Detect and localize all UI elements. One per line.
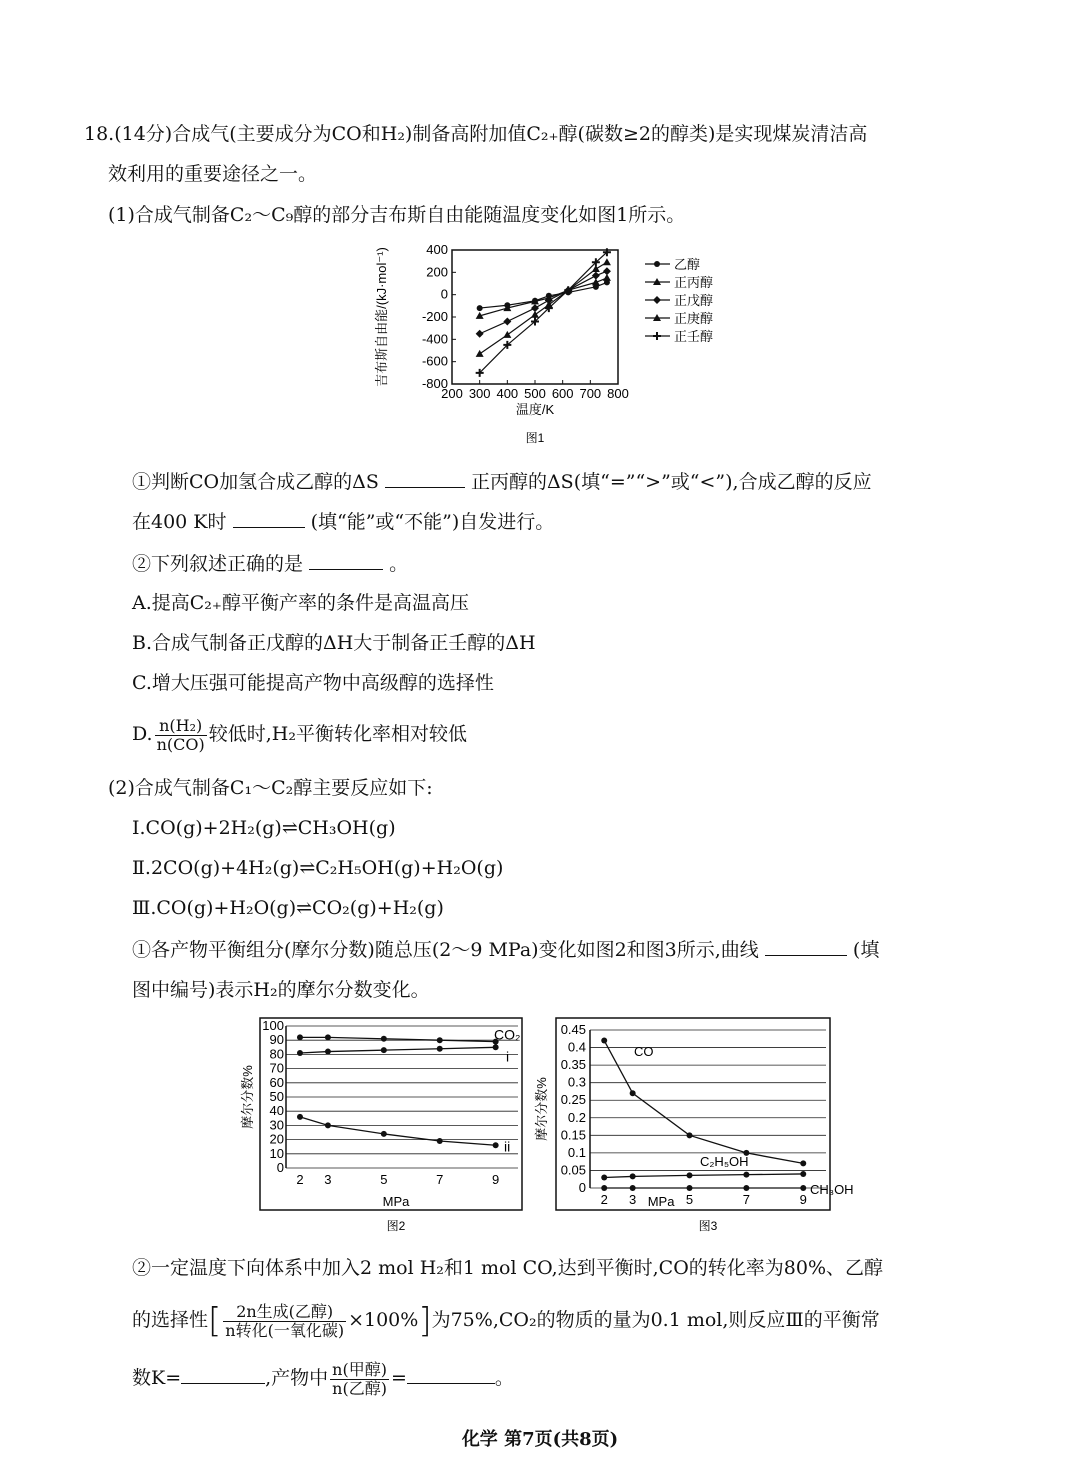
fig1-series-line	[480, 252, 607, 373]
fig1-ytick-label: -400	[421, 331, 448, 347]
fig1-xtick-label: 600	[551, 386, 574, 401]
fig2-series-label: CO₂	[494, 1026, 521, 1043]
q1-text-d: (填“能”或“不能”)自发进行。	[310, 511, 555, 533]
figure-3-chart	[530, 1016, 870, 1238]
question-header: 18.(14分)合成气(主要成分为CO和H₂)制备高附加值C₂₊醇(碳数≥2的醇类)是实现煤炭清洁高	[84, 123, 868, 145]
fig1-legend-marker	[654, 261, 660, 267]
fig1-legend-label: 正庚醇	[674, 311, 714, 326]
fig3-xlabel: MPa	[647, 1194, 675, 1209]
q2-line	[132, 551, 408, 576]
selectivity-denominator: n转化(一氧化碳)	[225, 1320, 345, 1340]
fig2-ytick-label: 50	[269, 1089, 284, 1104]
p2q1-blank[interactable]	[765, 937, 847, 956]
fig2-point	[493, 1142, 499, 1148]
fig3-point	[800, 1185, 806, 1191]
fig1-point	[603, 267, 611, 275]
fig3-point	[630, 1185, 636, 1191]
fig2-point	[381, 1047, 387, 1053]
fig2-xtick-label: 7	[436, 1172, 444, 1187]
fig1-legend-label: 正戊醇	[674, 293, 714, 308]
p2q1-line1	[132, 937, 879, 962]
fig1-ytick-label: -800	[421, 376, 448, 391]
q2-blank[interactable]	[309, 551, 383, 570]
p2q2-text-d: 数K=	[132, 1367, 182, 1389]
fig1-series-line	[480, 278, 607, 316]
fig2-series-label: i	[506, 1048, 510, 1065]
fig3-point	[743, 1185, 749, 1191]
fig3-title: 图3	[698, 1219, 718, 1233]
fig3-ytick-label: 0.15	[560, 1127, 586, 1143]
fig2-ytick-label: 70	[269, 1060, 284, 1076]
fig1-point	[592, 272, 600, 280]
fig3-ytick-label: 0.25	[560, 1092, 586, 1108]
p2q2-text-b: 的选择性	[132, 1309, 209, 1331]
fig2-point	[437, 1037, 443, 1043]
ratio-numerator: n(甲醇)	[332, 1359, 387, 1379]
q1-line2	[132, 509, 554, 534]
fig1-series-line	[480, 271, 607, 334]
ratio-fraction	[330, 1361, 389, 1398]
fig2-xlabel: MPa	[382, 1194, 410, 1209]
fig2-xtick-label: 2	[296, 1172, 304, 1187]
fig2-ytick-label: 20	[269, 1131, 284, 1147]
fig1-xtick-label: 300	[468, 386, 491, 401]
q1-text-c: 在400 K时	[132, 511, 227, 533]
fig3-point	[800, 1160, 806, 1166]
figure-2-chart	[236, 1016, 536, 1238]
p2q2-line3	[132, 1356, 514, 1400]
p2q1-text-b: (填	[852, 939, 880, 961]
fig1-legend-label: 正壬醇	[674, 329, 714, 344]
fig1-xtick-label: 700	[579, 386, 602, 401]
fig2-ytick-label: 40	[269, 1103, 284, 1119]
fig2-series-label: ii	[504, 1138, 511, 1155]
fig1-point	[477, 305, 483, 311]
fig3-ytick-label: 0.1	[567, 1144, 586, 1160]
fig2-xtick-label: 5	[380, 1172, 388, 1187]
ratio-blank[interactable]	[407, 1365, 495, 1384]
right-bracket: ]	[418, 1301, 432, 1341]
fig3-point	[687, 1132, 693, 1138]
option-d-text: 较低时,H₂平衡转化率相对较低	[208, 723, 467, 745]
fig3-point	[630, 1173, 636, 1179]
k-blank[interactable]	[181, 1365, 265, 1384]
fig3-ytick-label: 0.3	[567, 1074, 586, 1090]
fig1-ytick-label: 400	[426, 242, 448, 257]
option-c: C.增大压强可能提高产物中高级醇的选择性	[132, 672, 494, 694]
p2q1-text-a: ①各产物平衡组分(摩尔分数)随总压(2～9 MPa)变化如图2和图3所示,曲线	[132, 939, 759, 961]
fig1-ytick-label: -600	[421, 353, 448, 369]
q1-line1	[132, 469, 872, 494]
reaction-1: Ⅰ.CO(g)+2H₂(g)⇌CH₃OH(g)	[132, 817, 396, 839]
fig2-ytick-label: 60	[269, 1074, 284, 1090]
fig1-ylabel: 吉布斯自由能/(kJ·mol⁻¹)	[374, 247, 389, 387]
fig2-point	[297, 1050, 303, 1056]
fig1-ytick-label: 200	[426, 264, 448, 280]
fig2-series-line	[300, 1117, 496, 1145]
fig2-ytick-label: 100	[262, 1018, 284, 1033]
p2q2-line1: ②一定温度下向体系中加入2 mol H₂和1 mol CO,达到平衡时,CO的转化率为80%、乙醇	[132, 1257, 884, 1279]
fig2-point	[381, 1131, 387, 1137]
option-a: A.提高C₂₊醇平衡产率的条件是高温高压	[132, 592, 469, 614]
fig1-point	[503, 331, 511, 338]
fig3-point	[743, 1172, 749, 1178]
option-b: B.合成气制备正戊醇的ΔH大于制备正壬醇的ΔH	[132, 632, 536, 654]
fig1-legend-label: 乙醇	[674, 257, 701, 272]
fig2-point	[297, 1034, 303, 1040]
fig1-point	[503, 317, 511, 325]
fig1-series-line	[480, 262, 607, 354]
q1-blank-1[interactable]	[385, 469, 465, 488]
fig1-ytick-label: 0	[440, 286, 448, 302]
fig3-ytick-label: 0.35	[560, 1057, 586, 1073]
fig1-point	[476, 350, 484, 357]
reaction-3: Ⅲ.CO(g)+H₂O(g)⇌CO₂(g)+H₂(g)	[132, 897, 444, 919]
fig3-point	[800, 1171, 806, 1177]
fig3-ytick-label: 0	[578, 1180, 586, 1195]
fig2-point	[297, 1114, 303, 1120]
fig2-xtick-label: 3	[324, 1172, 332, 1187]
fig3-ytick-label: 0.05	[560, 1162, 586, 1178]
p2q1-line2: 图中编号)表示H₂的摩尔分数变化。	[132, 979, 430, 1001]
question-header-cont: 效利用的重要途径之一。	[108, 163, 318, 185]
q2-end: 。	[389, 553, 409, 575]
reaction-2: Ⅱ.2CO(g)+4H₂(g)⇌C₂H₅OH(g)+H₂O(g)	[132, 857, 504, 879]
fig3-series-label: CO	[634, 1044, 654, 1059]
fig2-xtick-label: 9	[492, 1172, 500, 1187]
option-d-fraction	[155, 717, 207, 754]
fig2-point	[437, 1138, 443, 1144]
option-d-numerator: n(H₂)	[155, 717, 207, 736]
fig1-title: 图1	[525, 431, 545, 445]
option-d	[132, 712, 467, 756]
fig1-point	[603, 258, 611, 265]
fig1-xlabel: 温度/K	[515, 402, 555, 417]
fig2-ytick-label: 90	[269, 1032, 284, 1048]
fig1-xtick-label: 200	[441, 386, 463, 401]
fig3-series-label: CH₃OH	[810, 1182, 854, 1197]
ratio-denominator: n(乙醇)	[332, 1378, 387, 1398]
option-d-denominator: n(CO)	[156, 734, 205, 754]
p2q2-text-e: ,产物中	[265, 1367, 329, 1389]
fig3-point	[601, 1185, 607, 1191]
fig2-point	[493, 1044, 499, 1050]
fig2-point	[325, 1034, 331, 1040]
fig2-ytick-label: 30	[269, 1117, 284, 1133]
fig3-xtick-label: 2	[600, 1192, 608, 1207]
fig3-point	[687, 1185, 693, 1191]
fig3-xtick-label: 3	[629, 1192, 637, 1207]
fig2-point	[325, 1122, 331, 1128]
fig1-ytick-label: -200	[421, 309, 448, 324]
q1-text-a: ①判断CO加氢合成乙醇的ΔS	[132, 471, 379, 493]
fig2-ytick-label: 10	[269, 1145, 284, 1161]
fig1-point	[531, 311, 539, 318]
fig2-ylabel: 摩尔分数%	[240, 1065, 255, 1129]
page-footer: 化学 第7页(共8页)	[461, 1429, 619, 1450]
fig1-legend-marker	[653, 332, 661, 340]
fig1-xtick-label: 800	[607, 386, 629, 401]
p2q2-text-c: 为75%,CO₂的物质的量为0.1 mol,则反应Ⅲ的平衡常	[431, 1309, 880, 1331]
fig3-ytick-label: 0.4	[567, 1039, 586, 1055]
fig2-point	[437, 1046, 443, 1052]
fig1-xtick-label: 500	[524, 386, 546, 401]
fig1-series-line	[480, 282, 607, 308]
fig2-ytick-label: 0	[276, 1160, 284, 1175]
q1-blank-2[interactable]	[233, 509, 305, 528]
fig3-series-label: C₂H₅OH	[700, 1154, 749, 1169]
fig3-point	[630, 1090, 636, 1096]
figure-1-chart	[360, 238, 760, 448]
fig3-xtick-label: 5	[685, 1192, 694, 1207]
option-d-prefix: D.	[132, 723, 153, 745]
p2q2-text-g: 。	[494, 1367, 514, 1389]
selectivity-times: ×100%	[348, 1309, 419, 1331]
fig3-ylabel: 摩尔分数%	[534, 1077, 549, 1141]
fig3-ytick-label: 0.45	[560, 1022, 586, 1037]
fig2-point	[325, 1049, 331, 1055]
fig2-point	[381, 1036, 387, 1042]
fig3-frame	[556, 1018, 830, 1210]
fig1-legend-label: 正丙醇	[674, 275, 714, 290]
fig1-legend-marker	[653, 296, 661, 304]
selectivity-fraction	[223, 1303, 346, 1340]
fig3-ytick-label: 0.2	[567, 1109, 586, 1125]
fig3-point	[687, 1172, 693, 1178]
fig3-xtick-label: 7	[742, 1192, 751, 1207]
p2q2-line2	[132, 1298, 880, 1343]
fig1-xtick-label: 400	[496, 386, 519, 401]
left-bracket: [	[208, 1301, 222, 1341]
fig3-xtick-label: 9	[799, 1192, 807, 1207]
fig2-title: 图2	[386, 1219, 406, 1233]
fig3-point	[601, 1038, 607, 1044]
part1-intro: (1)合成气制备C₂～C₉醇的部分吉布斯自由能随温度变化如图1所示。	[108, 204, 686, 226]
fig3-point	[601, 1174, 607, 1180]
fig2-ytick-label: 80	[269, 1046, 284, 1062]
p2q2-text-f: =	[390, 1367, 407, 1389]
selectivity-numerator: 2n生成(乙醇)	[223, 1303, 346, 1322]
fig1-point	[476, 330, 484, 338]
q2-text: ②下列叙述正确的是	[132, 553, 304, 575]
q1-text-b: 正丙醇的ΔS(填“=”“>”或“<”),合成乙醇的反应	[470, 471, 872, 493]
part2-intro: (2)合成气制备C₁～C₂醇主要反应如下:	[108, 777, 433, 799]
